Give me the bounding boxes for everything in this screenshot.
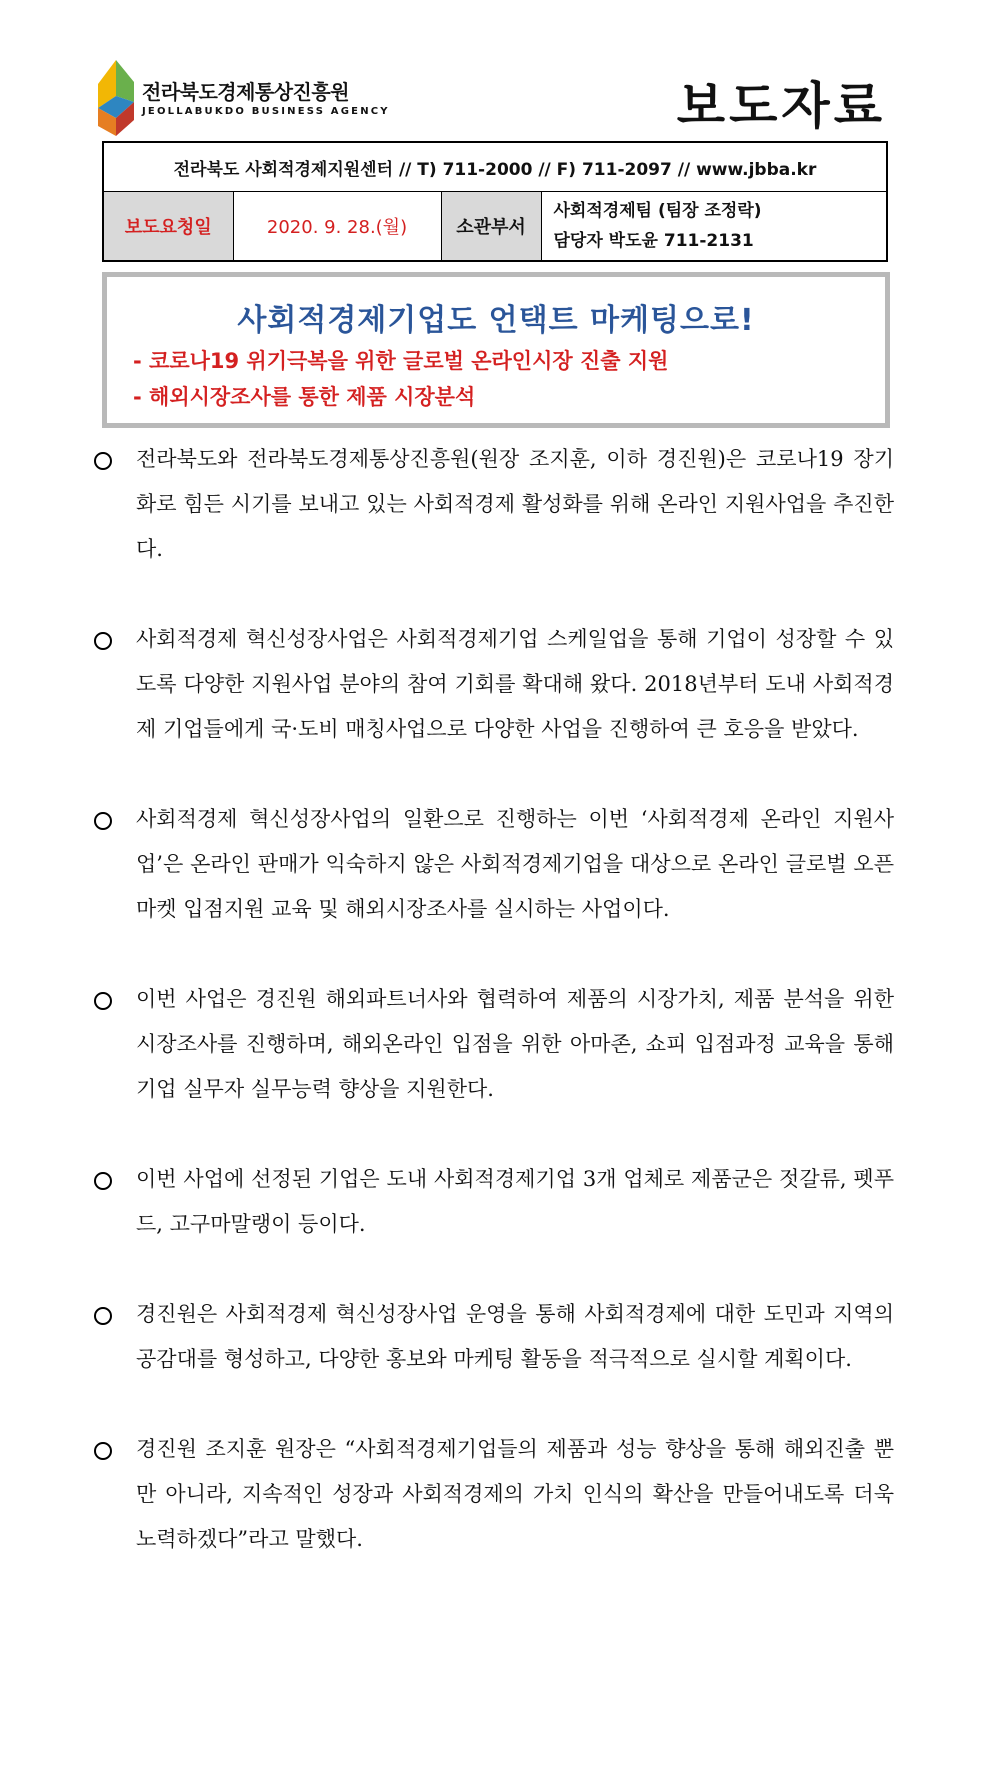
body-paragraph: [94, 1292, 894, 1382]
paragraph-text: 경진원은 사회적경제 혁신성장사업 운영을 통해 사회적경제에 대한 도민과 지역의 공감대를 형성하고, 다양한 홍보와 마케팅 활동을 적극적으로 실시할 계획이다.: [136, 1302, 894, 1371]
paragraph-text: 전라북도와 전라북도경제통상진흥원(원장 조지훈, 이하 경진원)은 코로나19 장기화로 힘든 시기를 보내고 있는 사회적경제 활성화를 위해 온라인 지원사업을 추진한다.: [136, 447, 894, 561]
paragraph-text: 사회적경제 혁신성장사업은 사회적경제기업 스케일업을 통해 기업이 성장할 수 있도록 다양한 지원사업 분야의 참여 기회를 확대해 왔다. 2018년부터 도내 사회적경제 기업들에게 국·도비 매칭사업으로 다양한 사업을 진행하여 큰 호응을 받았다.: [136, 627, 894, 741]
headline-title: 사회적경제기업도 언택트 마케팅으로!: [237, 303, 755, 338]
headline-box: [102, 272, 890, 428]
paragraph-text: 경진원 조지훈 원장은 “사회적경제기업들의 제품과 성능 향상을 통해 해외진출 뿐만 아니라, 지속적인 성장과 사회적경제의 가치 인식의 확산을 만들어내도록 더욱 노력하겠다”라고 말했다.: [136, 1437, 894, 1551]
department-team: 사회적경제팀 (팀장 조정락): [553, 201, 762, 221]
article-body: [94, 437, 894, 1607]
body-paragraph: [94, 1427, 894, 1562]
circle-bullet-icon: [94, 1307, 112, 1325]
info-detail-row: [103, 192, 887, 262]
agency-name: 전라북도경제통상진흥원: [142, 80, 350, 104]
body-paragraph: [94, 437, 894, 572]
paragraph-text: 이번 사업은 경진원 해외파트너사와 협력하여 제품의 시장가치, 제품 분석을 위한 시장조사를 진행하며, 해외온라인 입점을 위한 아마존, 쇼피 입점과정 교육을 통해 기업 실무자 실무능력 향상을 지원한다.: [136, 987, 894, 1101]
circle-bullet-icon: [94, 1442, 112, 1460]
headline-subtitle: - 해외시장조사를 통한 제품 시장분석: [133, 385, 476, 409]
request-date-value: 2020. 9. 28.(월): [233, 192, 441, 262]
info-table: [102, 141, 888, 262]
body-paragraph: [94, 977, 894, 1112]
department-contact: 담당자 박도윤 711-2131: [553, 231, 754, 251]
body-paragraph: [94, 617, 894, 752]
department-info: [541, 192, 887, 262]
circle-bullet-icon: [94, 992, 112, 1010]
request-date-label: 보도요청일: [103, 192, 233, 262]
body-paragraph: [94, 1157, 894, 1247]
paragraph-text: 이번 사업에 선정된 기업은 도내 사회적경제기업 3개 업체로 제품군은 젓갈류, 펫푸드, 고구마말랭이 등이다.: [136, 1167, 894, 1236]
circle-bullet-icon: [94, 632, 112, 650]
circle-bullet-icon: [94, 812, 112, 830]
agency-logo-mark: [94, 56, 138, 140]
circle-bullet-icon: [94, 452, 112, 470]
agency-logo: [94, 56, 390, 146]
body-paragraph: [94, 797, 894, 932]
info-contact-row: [103, 142, 887, 192]
circle-bullet-icon: [94, 1172, 112, 1190]
document-type-title: 보도자료: [676, 77, 886, 135]
department-label: 소관부서: [441, 192, 541, 262]
agency-name-english: JEOLLABUKDO BUSINESS AGENCY: [142, 106, 390, 117]
paragraph-text: 사회적경제 혁신성장사업의 일환으로 진행하는 이번 ‘사회적경제 온라인 지원사업’은 온라인 판매가 익숙하지 않은 사회적경제기업을 대상으로 온라인 글로벌 오픈마켓 입점지원 교육 및 해외시장조사를 실시하는 사업이다.: [136, 807, 894, 921]
headline-subtitle: - 코로나19 위기극복을 위한 글로벌 온라인시장 진출 지원: [133, 349, 669, 373]
contact-line: 전라북도 사회적경제지원센터 // T) 711-2000 // F) 711-2097 // www.jbba.kr: [103, 142, 887, 192]
